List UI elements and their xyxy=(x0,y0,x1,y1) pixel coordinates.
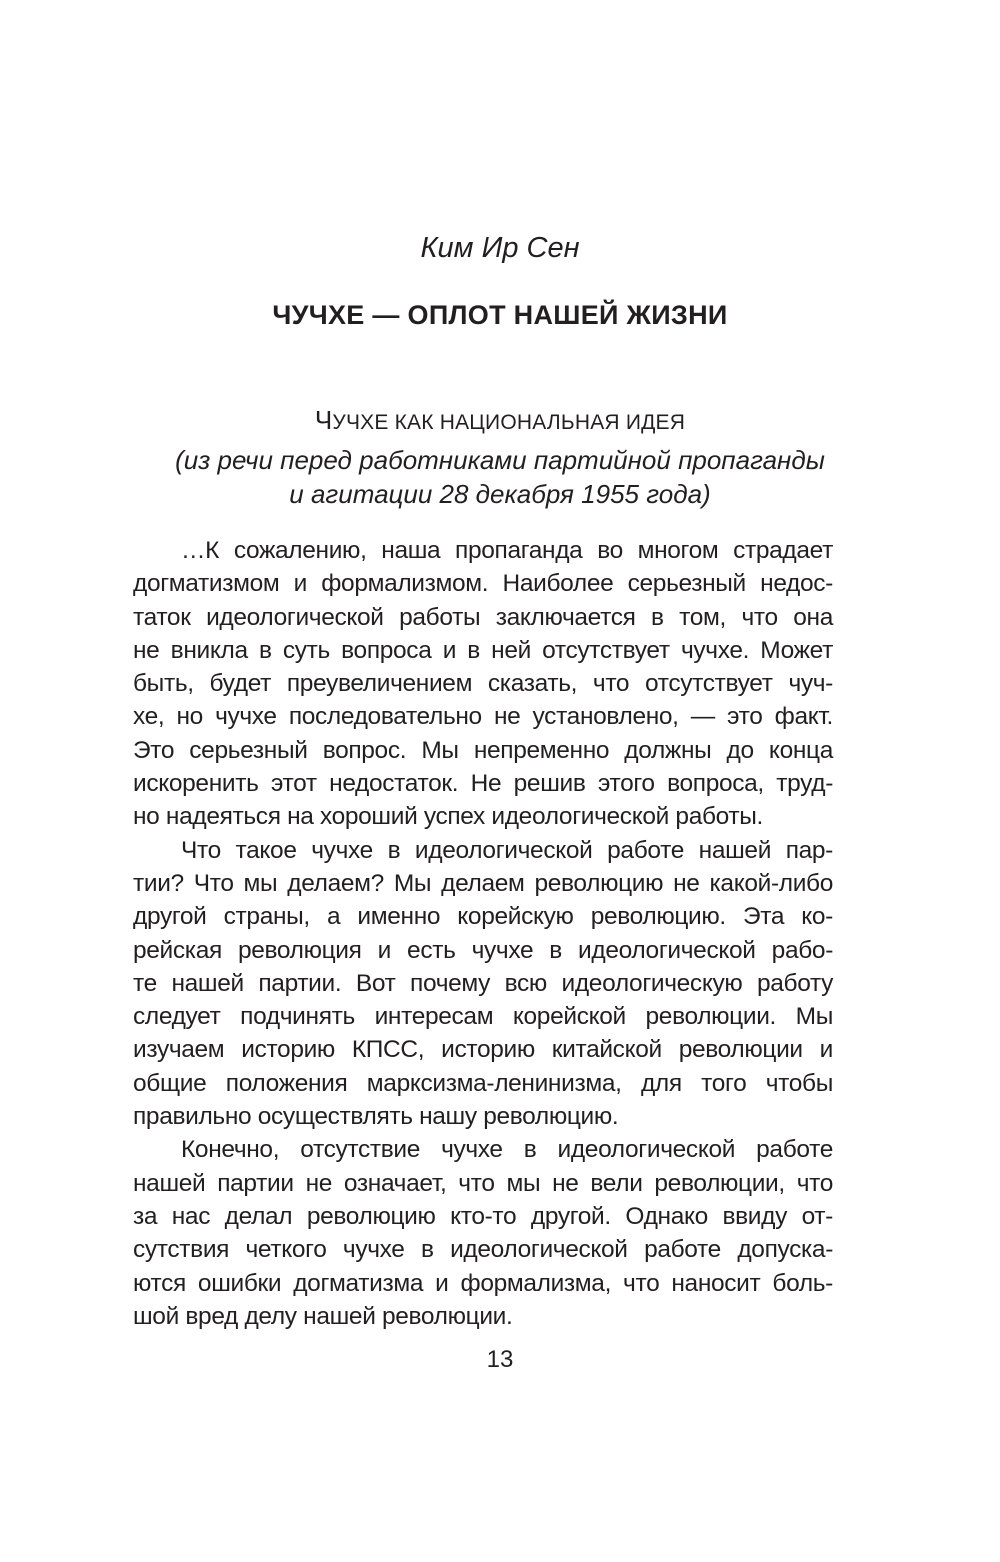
paragraph xyxy=(133,834,833,1134)
text-line: Конечно, отсутствие чучхе в идеологической работе xyxy=(181,1136,833,1164)
text-line: за нас делал революцию кто-то другой. Однако ввиду от- xyxy=(133,1202,833,1230)
text-line: догматизмом и формализмом. Наиболее серьезный недос- xyxy=(133,570,833,598)
section-heading-initial: Ч xyxy=(314,405,333,435)
paragraph xyxy=(133,534,833,834)
section-subtitle xyxy=(0,443,1000,511)
text-line: рейская революция и есть чучхе в идеологической рабо- xyxy=(133,936,833,964)
text-line: искоренить этот недостаток. Не решив этого вопроса, труд- xyxy=(133,770,833,798)
text-line: но надеяться на хороший успех идеологической работы. xyxy=(133,803,763,831)
text-line: быть, будет преувеличением сказать, что отсутствует чуч- xyxy=(133,670,833,698)
text-line: ются ошибки догматизма и формализма, что наносит боль- xyxy=(133,1269,833,1297)
text-line: нашей партии не означает, что мы не вели революции, что xyxy=(133,1169,833,1197)
section-heading xyxy=(0,405,1000,436)
text-line: таток идеологической работы заключается в том, что она xyxy=(133,603,833,631)
text-line: Это серьезный вопрос. Мы непременно должны до конца xyxy=(133,736,833,764)
author-name: Ким Ир Сен xyxy=(420,232,580,264)
paragraph xyxy=(133,1133,833,1333)
text-line: тии? Что мы делаем? Мы делаем революцию не какой-либо xyxy=(133,869,833,897)
text-line: изучаем историю КПСС, историю китайской революции и xyxy=(133,1036,833,1064)
text-line: общие положения марксизма-ленинизма, для того чтобы xyxy=(133,1069,833,1097)
text-line: хе, но чучхе последовательно не установлено, — это факт. xyxy=(133,703,833,731)
subtitle-line: (из речи перед работниками партийной пропаганды xyxy=(175,445,825,475)
text-line: Что такое чучхе в идеологической работе нашей пар- xyxy=(181,836,833,864)
subtitle-line: и агитации 28 декабря 1955 года) xyxy=(289,479,711,509)
page-number: 13 xyxy=(486,1346,514,1373)
text-line: шой вред делу нашей революции. xyxy=(133,1302,513,1330)
text-line: другой страны, а именно корейскую революцию. Эта ко- xyxy=(133,903,833,931)
text-line: следует подчинять интересам корейской революции. Мы xyxy=(133,1003,833,1031)
text-line: не вникла в суть вопроса и в ней отсутствует чучхе. Может xyxy=(133,636,833,664)
body-text xyxy=(133,534,833,1333)
section-heading-rest: УЧХЕ КАК НАЦИОНАЛЬНАЯ ИДЕЯ xyxy=(332,411,686,434)
chapter-title: ЧУЧХЕ — ОПЛОТ НАШЕЙ ЖИЗНИ xyxy=(272,300,728,330)
text-line: …К сожалению, наша пропаганда во многом страдает xyxy=(181,537,833,564)
text-line: сутствия четкого чучхе в идеологической работе допуска- xyxy=(133,1236,833,1264)
text-line: правильно осуществлять нашу революцию. xyxy=(133,1103,619,1131)
text-line: те нашей партии. Вот почему всю идеологическую работу xyxy=(133,969,833,997)
